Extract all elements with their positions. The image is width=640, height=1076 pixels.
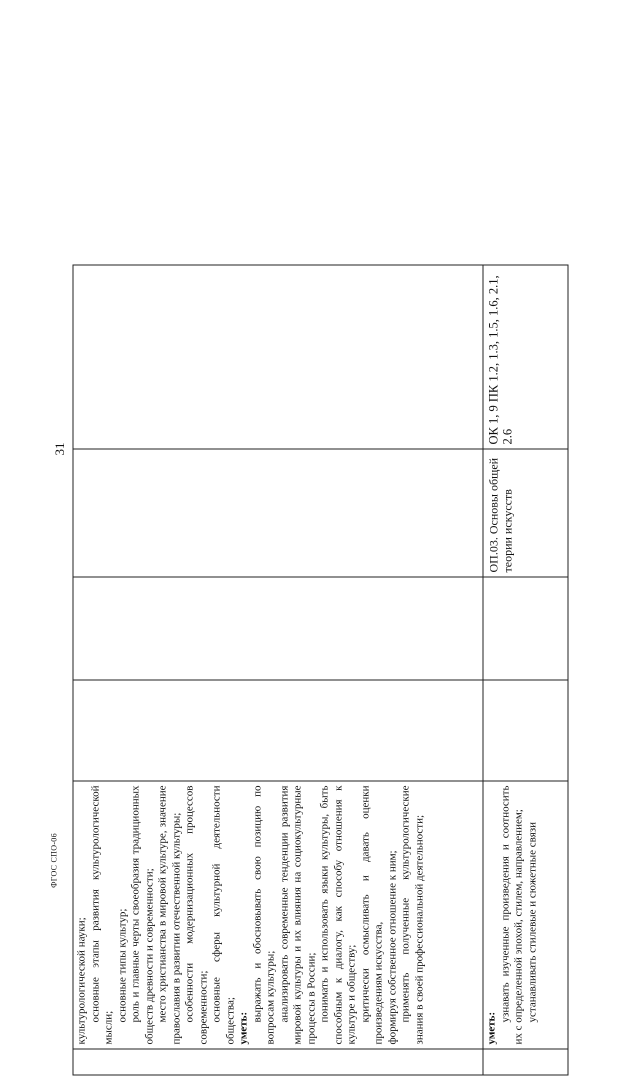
skills-heading: уметь: xyxy=(237,1011,250,1045)
cell-hours xyxy=(483,680,568,781)
text-line: особенности модернизационных процессов современности; xyxy=(183,785,209,1045)
skills-heading: уметь: xyxy=(485,1011,498,1045)
cell-competencies: ОК 1, 9 ПК 1.2, 1.3, 1.5, 1.6, 2.1, 2.6 xyxy=(483,265,568,449)
text-line: анализировать современные тенденции развития мировой культуры и их влияния на социокультурные процессы в России; xyxy=(278,785,317,1045)
text-line: основные этапы развития культурологической мысли; xyxy=(89,785,115,1045)
cell-hours-2 xyxy=(73,577,483,680)
cell-index xyxy=(73,1049,483,1075)
text-line: формируя собственное отношение к ним; xyxy=(386,850,398,1045)
table-row-cultural-studies xyxy=(73,265,483,1075)
cell-discipline xyxy=(73,449,483,577)
text-line: основные типы культур; xyxy=(116,908,128,1023)
text-line: устанавливать стилевые и сюжетные связи xyxy=(526,821,538,1023)
cell-competencies xyxy=(73,265,483,449)
text-line: критически осмысливать и давать оценки произведениям искусства, xyxy=(359,785,385,1045)
text-line: роль и главные черты своеобразия традиционных обществ древности и современности; xyxy=(129,785,155,1045)
cell-knowledge-skills xyxy=(73,781,483,1049)
text-line: выражать и обосновывать свою позицию по вопросам культуры; xyxy=(251,785,277,1045)
text-line: культурологической науки; xyxy=(75,917,88,1045)
text-line: узнавать изученные произведения и соотносить их с определенной эпохой, стилем, направлением; xyxy=(499,785,525,1045)
cell-hours-2 xyxy=(483,577,568,680)
cell-hours xyxy=(73,680,483,781)
page-number: 31 xyxy=(52,442,67,456)
cell-knowledge-skills xyxy=(483,781,568,1049)
rotated-table-page xyxy=(73,266,568,1076)
table-row-art-theory xyxy=(483,265,568,1075)
text-line: понимать и использовать языки культуры, быть способным к диалогу, как способу отношения к культуре и обществу; xyxy=(318,785,358,1045)
text-line: применять полученные культурологические знания в своей профессиональной деятельности; xyxy=(399,785,425,1045)
cell-discipline: ОП.03. Основы общей теории искусств xyxy=(483,449,568,577)
cell-index xyxy=(483,1049,568,1075)
text-line: место христианства в мировой культуре, значение православия в развитии отечественной культуры; xyxy=(156,785,182,1045)
footer-code: ФГОС СПО-06 xyxy=(49,833,59,888)
text-line: основные сферы культурной деятельности общества; xyxy=(210,785,236,1045)
competency-table xyxy=(73,265,569,1076)
